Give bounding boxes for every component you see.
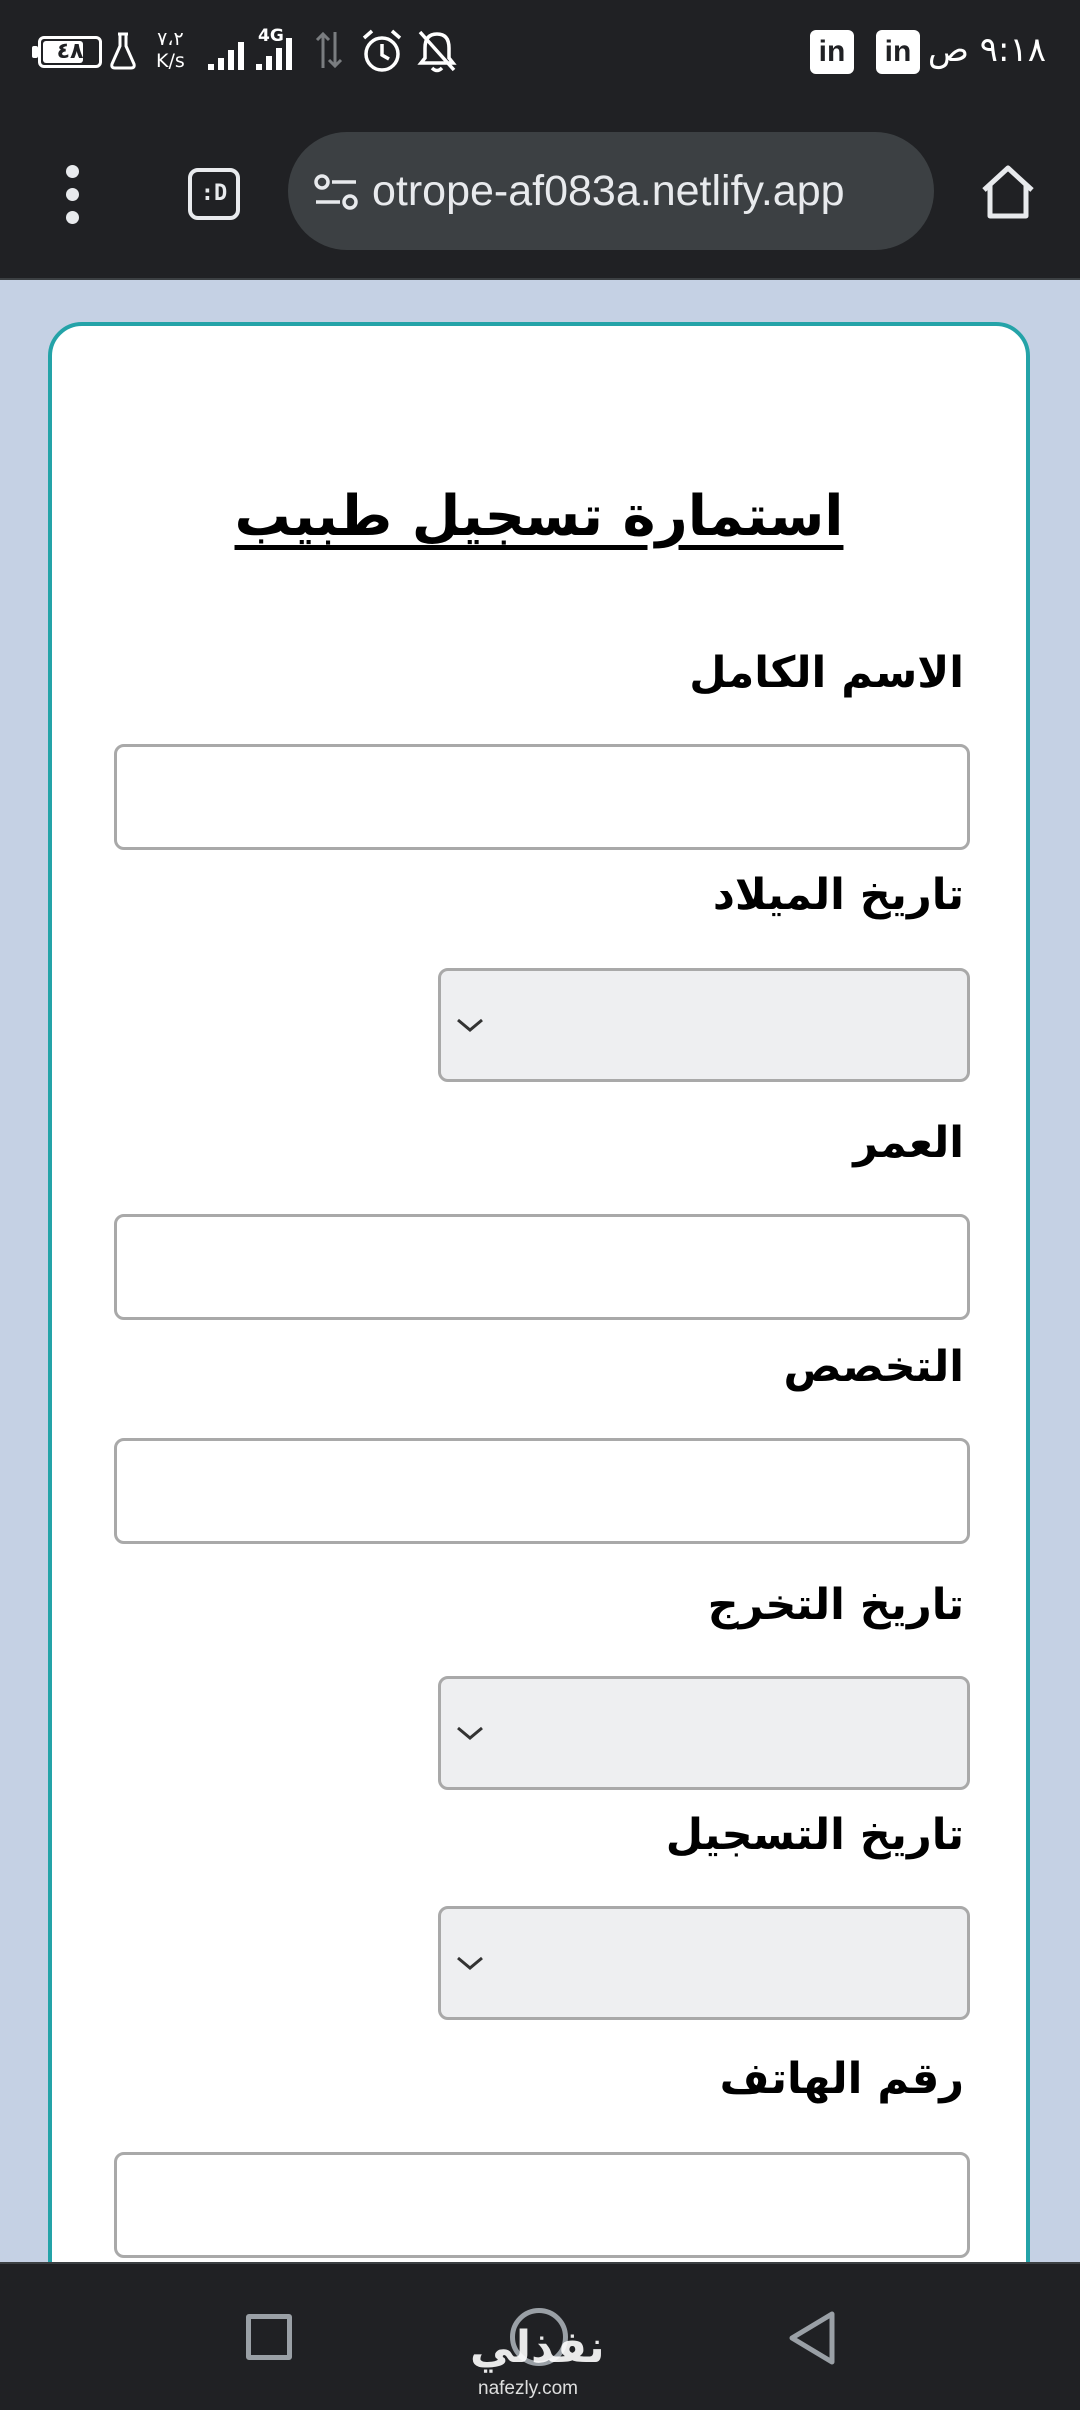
full-name-label: الاسم الكامل xyxy=(689,648,964,698)
age-label: العمر xyxy=(853,1118,964,1168)
chevron-down-icon xyxy=(455,1723,485,1743)
page-viewport xyxy=(0,280,1080,2262)
more-menu-icon[interactable] xyxy=(52,165,92,225)
birth-date-picker[interactable] xyxy=(438,968,970,1082)
battery-icon xyxy=(38,36,102,68)
chevron-down-icon xyxy=(455,1953,485,1973)
form-title: استمارة تسجيل طبيب xyxy=(234,484,844,549)
form-card xyxy=(48,322,1030,2262)
address-bar[interactable] xyxy=(288,132,934,250)
battery-tip xyxy=(32,46,38,58)
registration-date-label: تاريخ التسجيل xyxy=(665,1810,964,1860)
watermark-logo: نفذلي xyxy=(470,2322,605,2373)
graduation-date-picker[interactable] xyxy=(438,1676,970,1790)
home-icon[interactable] xyxy=(978,162,1038,222)
chevron-down-icon xyxy=(455,1015,485,1035)
browser-toolbar xyxy=(0,110,1080,280)
notifications-off-icon xyxy=(416,28,458,74)
recent-apps-button[interactable] xyxy=(246,2314,292,2360)
battery-level: ٤٨ xyxy=(56,39,84,64)
status-bar xyxy=(0,0,1080,110)
data-transfer-icon xyxy=(314,28,344,72)
url-text[interactable]: otrope-af083a.netlify.app xyxy=(372,167,845,215)
tab-switcher-button[interactable]: :D xyxy=(188,168,240,220)
site-settings-icon[interactable] xyxy=(312,172,362,212)
phone-input[interactable] xyxy=(114,2152,970,2258)
age-input[interactable] xyxy=(114,1214,970,1320)
flask-icon xyxy=(108,28,138,72)
back-button[interactable] xyxy=(784,2308,840,2368)
network-type: 4G xyxy=(258,26,284,46)
registration-date-picker[interactable] xyxy=(438,1906,970,2020)
watermark-url: nafezly.com xyxy=(478,2378,578,2399)
graduation-date-label: تاريخ التخرج xyxy=(707,1580,964,1630)
specialty-input[interactable] xyxy=(114,1438,970,1544)
clock: ٩:١٨ ص xyxy=(927,30,1046,70)
birth-date-label: تاريخ الميلاد xyxy=(712,870,964,920)
linkedin-notification-icon: in xyxy=(810,30,854,74)
linkedin-notification-icon-2: in xyxy=(876,30,920,74)
signal-icon xyxy=(206,28,302,72)
specialty-label: التخصص xyxy=(783,1342,964,1392)
full-name-input[interactable] xyxy=(114,744,970,850)
alarm-icon xyxy=(360,28,404,74)
phone-label: رقم الهاتف xyxy=(719,2054,964,2104)
network-speed: ٧،٢ K/s xyxy=(156,28,185,72)
